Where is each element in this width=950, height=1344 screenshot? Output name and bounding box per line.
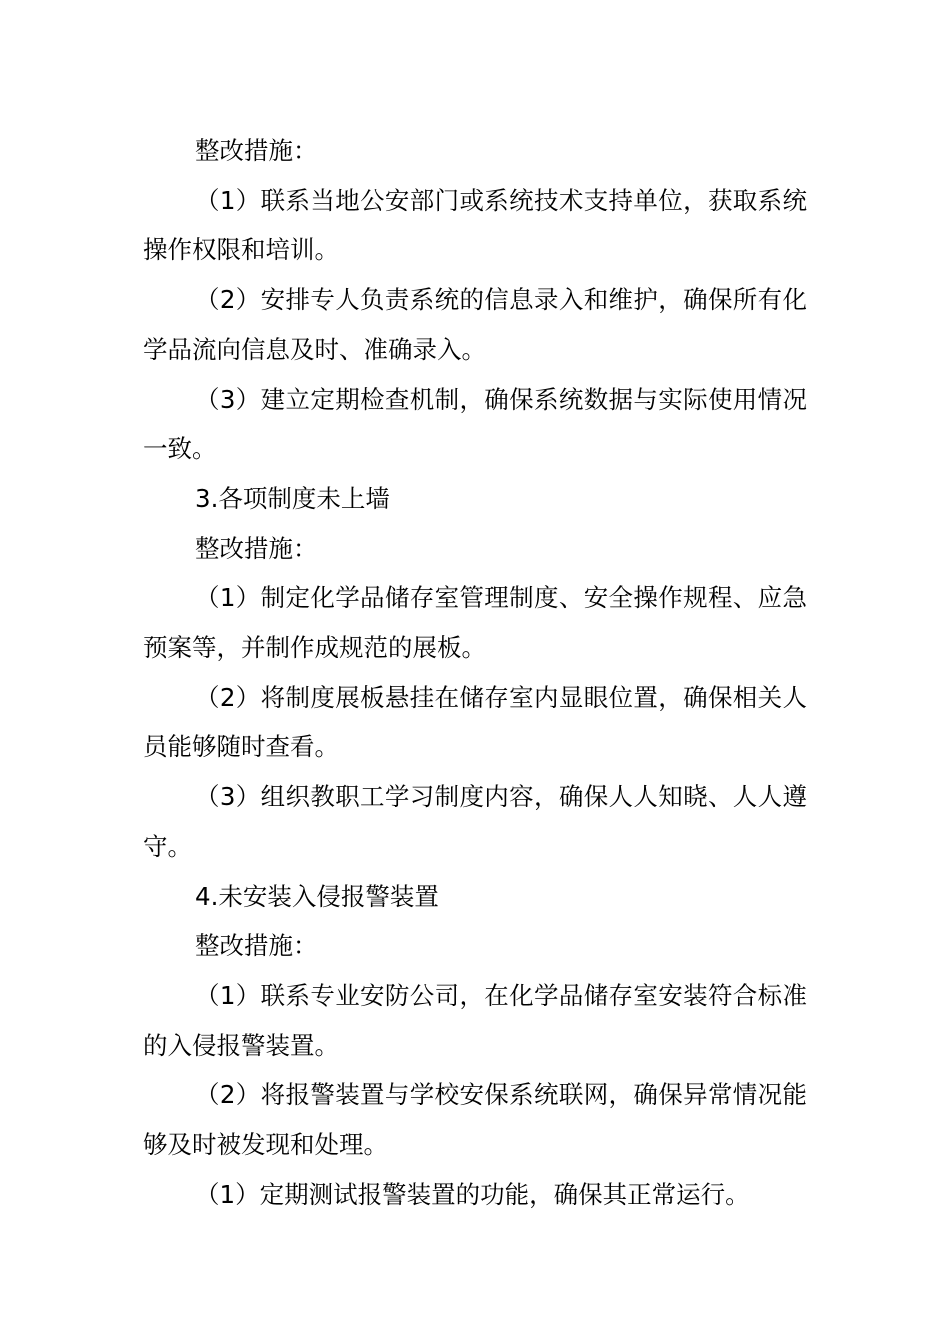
paragraph-item: （3）建立定期检查机制，确保系统数据与实际使用情况一致。 [143,384,807,464]
heading-rectification-measures: 整改措施： [195,533,318,563]
paragraph-item: （2）将制度展板悬挂在储存室内显眼位置，确保相关人员能够随时查看。 [143,682,807,762]
paragraph-item: （1）定期测试报警装置的功能，确保其正常运行。 [195,1179,750,1209]
document-page [143,126,807,1219]
section-heading: 4.未安装入侵报警装置 [195,881,439,911]
paragraph-item: （3）组织教职工学习制度内容，确保人人知晓、人人遵守。 [143,782,807,861]
paragraph-item: （1）联系专业安防公司，在化学品储存室安装符合标准的入侵报警装置。 [143,980,807,1060]
paragraph-item: （1）制定化学品储存室管理制度、安全操作规程、应急预案等，并制作成规范的展板。 [143,583,807,663]
heading-rectification-measures: 整改措施： [195,931,318,961]
heading-rectification-measures: 整改措施： [195,136,318,165]
paragraph-item: （2）安排专人负责系统的信息录入和维护，确保所有化学品流向信息及时、准确录入。 [143,285,807,364]
paragraph-item: （1）联系当地公安部门或系统技术支持单位，获取系统操作权限和培训。 [143,185,807,265]
paragraph-item: （2）将报警装置与学校安保系统联网，确保异常情况能够及时被发现和处理。 [143,1080,807,1160]
section-heading: 3.各项制度未上墙 [195,483,390,513]
